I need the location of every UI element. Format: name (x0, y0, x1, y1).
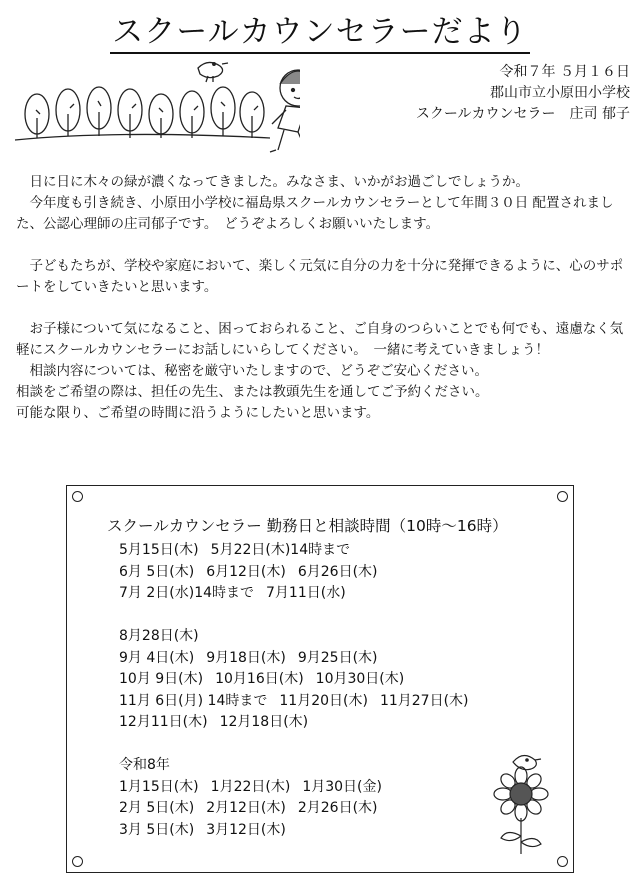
tree-icon (15, 87, 270, 140)
schedule-date: 11月 6日(月) 14時まで (119, 692, 268, 709)
schedule-date: 2月26日(木) (297, 800, 378, 816)
walking-child-icon (270, 70, 300, 152)
schedule-date: 1月30日(金) (302, 778, 382, 795)
schedule-spacer (119, 734, 481, 756)
paragraph: お子様について気になること、困っておられること、ご自身のつらいことでも何でも、遠慮なく気軽にスクールカウンセラーにお話しにいらしてください。 一緒に考えていきましょう！ (16, 321, 624, 358)
schedule-date: 6月 5日(木) (119, 563, 195, 580)
schedule-date: 10月30日(木) (315, 671, 405, 687)
issue-date: 令和７年 ５月１６日 (499, 64, 630, 80)
schedule-date: 2月12日(木) (206, 800, 286, 816)
schedule-date: 1月22日(木) (210, 778, 291, 795)
paragraph: 子どもたちが、学校や家庭において、楽しく元気に自分の力を十分に発揮できるように、心のサポートをしていきたいと思います。 (16, 258, 624, 295)
newsletter-title: スクールカウンセラーだより (0, 6, 640, 54)
schedule-row (119, 648, 481, 670)
schedule-row (119, 691, 481, 713)
schedule-box (66, 485, 574, 873)
schedule-date: 5月22日(木)14時まで (210, 542, 351, 558)
corner-circle-icon (557, 491, 568, 502)
trees-child-bird-illustration (0, 50, 300, 170)
schedule-date: 12月18日(木) (219, 714, 309, 730)
paragraph: 可能な限り、ご希望の時間に沿うようにしたいと思います。 (16, 405, 380, 421)
counselor-name: スクールカウンセラー 庄司 郁子 (415, 106, 630, 122)
schedule-date: 10月 9日(木) (119, 671, 204, 687)
newsletter-body (16, 172, 628, 424)
schedule-date: 9月25日(木) (297, 649, 378, 666)
paragraph: 相談内容については、秘密を厳守いたしますので、どうぞご安心ください。 (16, 363, 488, 379)
schedule-row (119, 798, 481, 820)
schedule-date: 6月26日(木) (297, 563, 378, 580)
schedule-date: 8月28日(木) (119, 628, 199, 644)
corner-circle-icon (72, 856, 83, 867)
schedule-date: 10月16日(木) (215, 671, 304, 687)
paragraph: 今年度も引き続き、小原田小学校に福島県スクールカウンセラーとして年間３０日 配置されました、公認心理師の庄司郁子です。 どうぞよろしくお願いいたします。 (16, 195, 614, 232)
school-name: 郡山市立小原田小学校 (490, 85, 630, 101)
schedule-row (119, 777, 481, 799)
schedule-date: 12月11日(木) (119, 714, 208, 730)
schedule-list (119, 540, 481, 841)
schedule-row (119, 712, 481, 734)
schedule-date: 9月 4日(木) (119, 649, 195, 666)
newsletter-header (416, 62, 630, 125)
schedule-row (119, 562, 481, 584)
bird-icon (198, 62, 228, 82)
schedule-date: 11月20日(木) (279, 692, 368, 709)
schedule-row (119, 820, 481, 842)
corner-circle-icon (72, 491, 83, 502)
schedule-date: 3月 5日(木) (119, 821, 195, 838)
schedule-row (119, 583, 481, 605)
schedule-date: 7月11日(水) (266, 585, 346, 601)
schedule-date: 7月 2日(水)14時まで (119, 585, 255, 601)
schedule-row (119, 626, 481, 648)
paragraph: 日に日に木々の緑が濃くなってきました。みなさま、いかがお過ごしでしょうか。 (16, 174, 529, 190)
schedule-title: スクールカウンセラー 勤務日と相談時間（10時〜16時） (107, 517, 508, 535)
schedule-date: 9月18日(木) (206, 649, 286, 666)
schedule-date: 11月27日(木) (379, 692, 469, 709)
schedule-row (119, 540, 481, 562)
schedule-row (119, 669, 481, 691)
schedule-date: 令和8年 (119, 757, 170, 773)
flower-bird-icon (483, 748, 563, 858)
schedule-date: 5月15日(木) (119, 542, 199, 558)
schedule-spacer (119, 605, 481, 627)
paragraph: 相談をご希望の際は、担任の先生、または教頭先生を通してご予約ください。 (16, 384, 489, 400)
schedule-date: 3月12日(木) (206, 821, 286, 838)
schedule-date: 1月15日(木) (119, 778, 199, 795)
schedule-date: 2月 5日(木) (119, 800, 195, 816)
schedule-date: 6月12日(木) (206, 563, 286, 580)
schedule-row (119, 755, 481, 777)
